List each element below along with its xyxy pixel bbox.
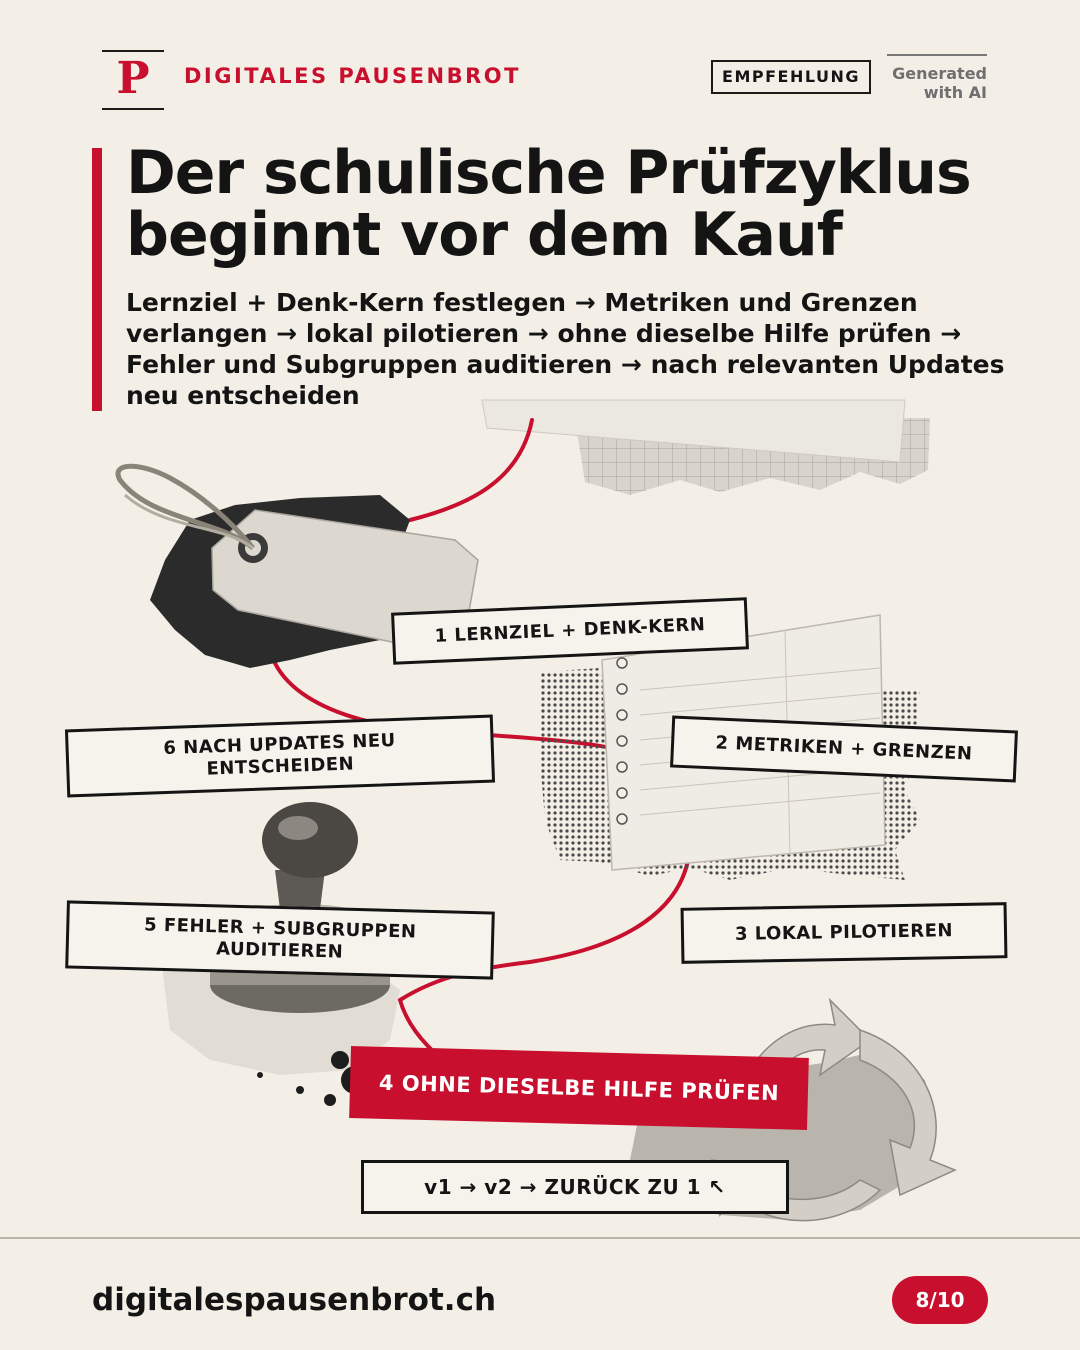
step-1-label: 1 LERNZIEL + DENK-KERN xyxy=(391,597,749,664)
page-title xyxy=(126,138,1026,270)
logo-letter: P xyxy=(116,53,150,104)
step-2-label: 2 METRIKEN + GRENZEN xyxy=(670,715,1018,782)
logo-mark xyxy=(102,50,164,110)
title-line-2: beginnt vor dem Kauf xyxy=(126,200,842,270)
generated-line-2: with AI xyxy=(923,83,987,102)
graph-paper-icon xyxy=(482,400,930,495)
footer-divider xyxy=(0,1237,1080,1239)
site-url[interactable]: digitalespausenbrot.ch xyxy=(92,1282,497,1318)
page-indicator: 8/10 xyxy=(892,1276,988,1324)
step-4-label: 4 OHNE DIESELBE HILFE PRÜFEN xyxy=(349,1046,809,1130)
title-accent-bar xyxy=(92,148,102,411)
title-line-1: Der schulische Prüfzyklus xyxy=(126,138,971,208)
cycle-note: v1 → v2 → ZURÜCK ZU 1 ↖ xyxy=(361,1160,789,1214)
recommendation-badge: EMPFEHLUNG xyxy=(711,60,871,94)
generated-with-ai-note xyxy=(887,54,987,102)
generated-line-1: Generated xyxy=(892,64,987,83)
step-6-label: 6 NACH UPDATES NEU ENTSCHEIDEN xyxy=(65,715,495,798)
step-5-label: 5 FEHLER + SUBGRUPPEN AUDITIEREN xyxy=(65,900,495,979)
step-3-label: 3 LOKAL PILOTIEREN xyxy=(681,902,1008,964)
brand-name: DIGITALES PAUSENBROT xyxy=(184,64,521,88)
subtitle: Lernziel + Denk-Kern festlegen → Metriken und Grenzen verlangen → lokal pilotieren → ohne dieselbe Hilfe prüfen → Fehler und Subgruppen auditieren → nach relevanten Updates neu entscheiden xyxy=(126,288,1005,410)
